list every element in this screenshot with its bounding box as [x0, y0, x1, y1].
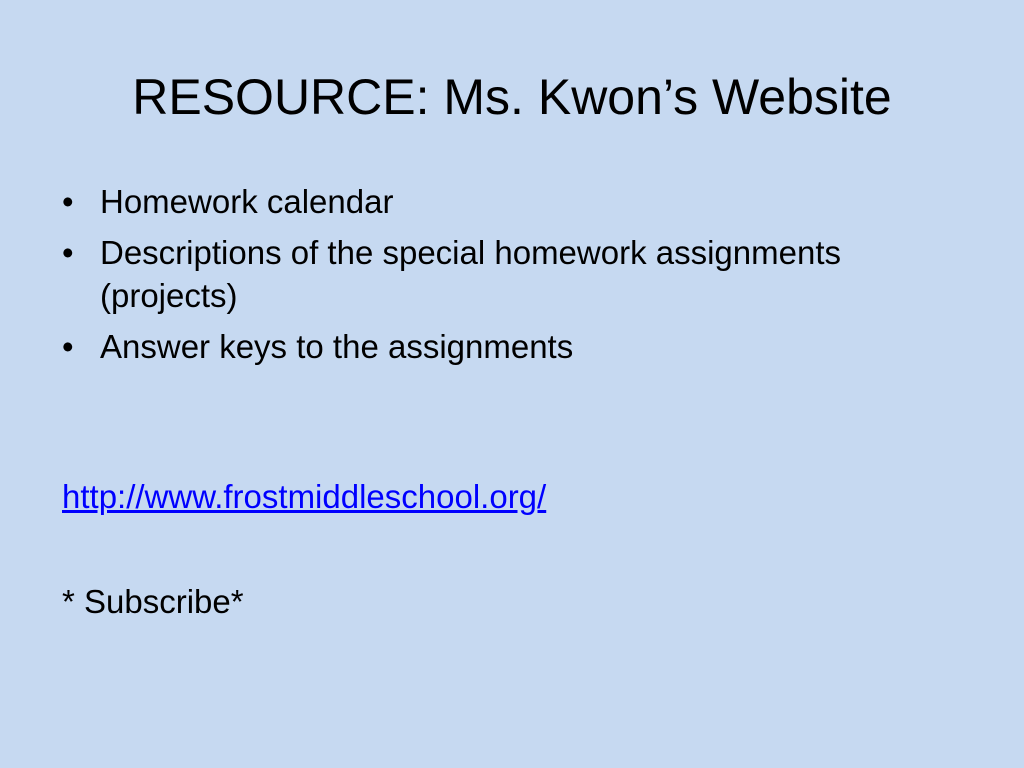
bullet-text: Homework calendar [100, 183, 394, 220]
bullet-icon: • [62, 183, 74, 220]
bullet-text: Descriptions of the special homework assignments (projects) [100, 234, 842, 314]
bullet-item [62, 231, 962, 317]
bullet-item [62, 180, 962, 223]
bullet-item [62, 325, 962, 368]
bullet-text: Answer keys to the assignments [100, 328, 574, 365]
bullet-icon: • [62, 328, 74, 365]
bullet-list [62, 180, 962, 376]
website-link[interactable]: http://www.frostmiddleschool.org/ [62, 478, 547, 515]
subscribe-text: * Subscribe* [62, 583, 244, 620]
slide-title: RESOURCE: Ms. Kwon’s Website [132, 69, 892, 125]
bullet-icon: • [62, 234, 74, 271]
